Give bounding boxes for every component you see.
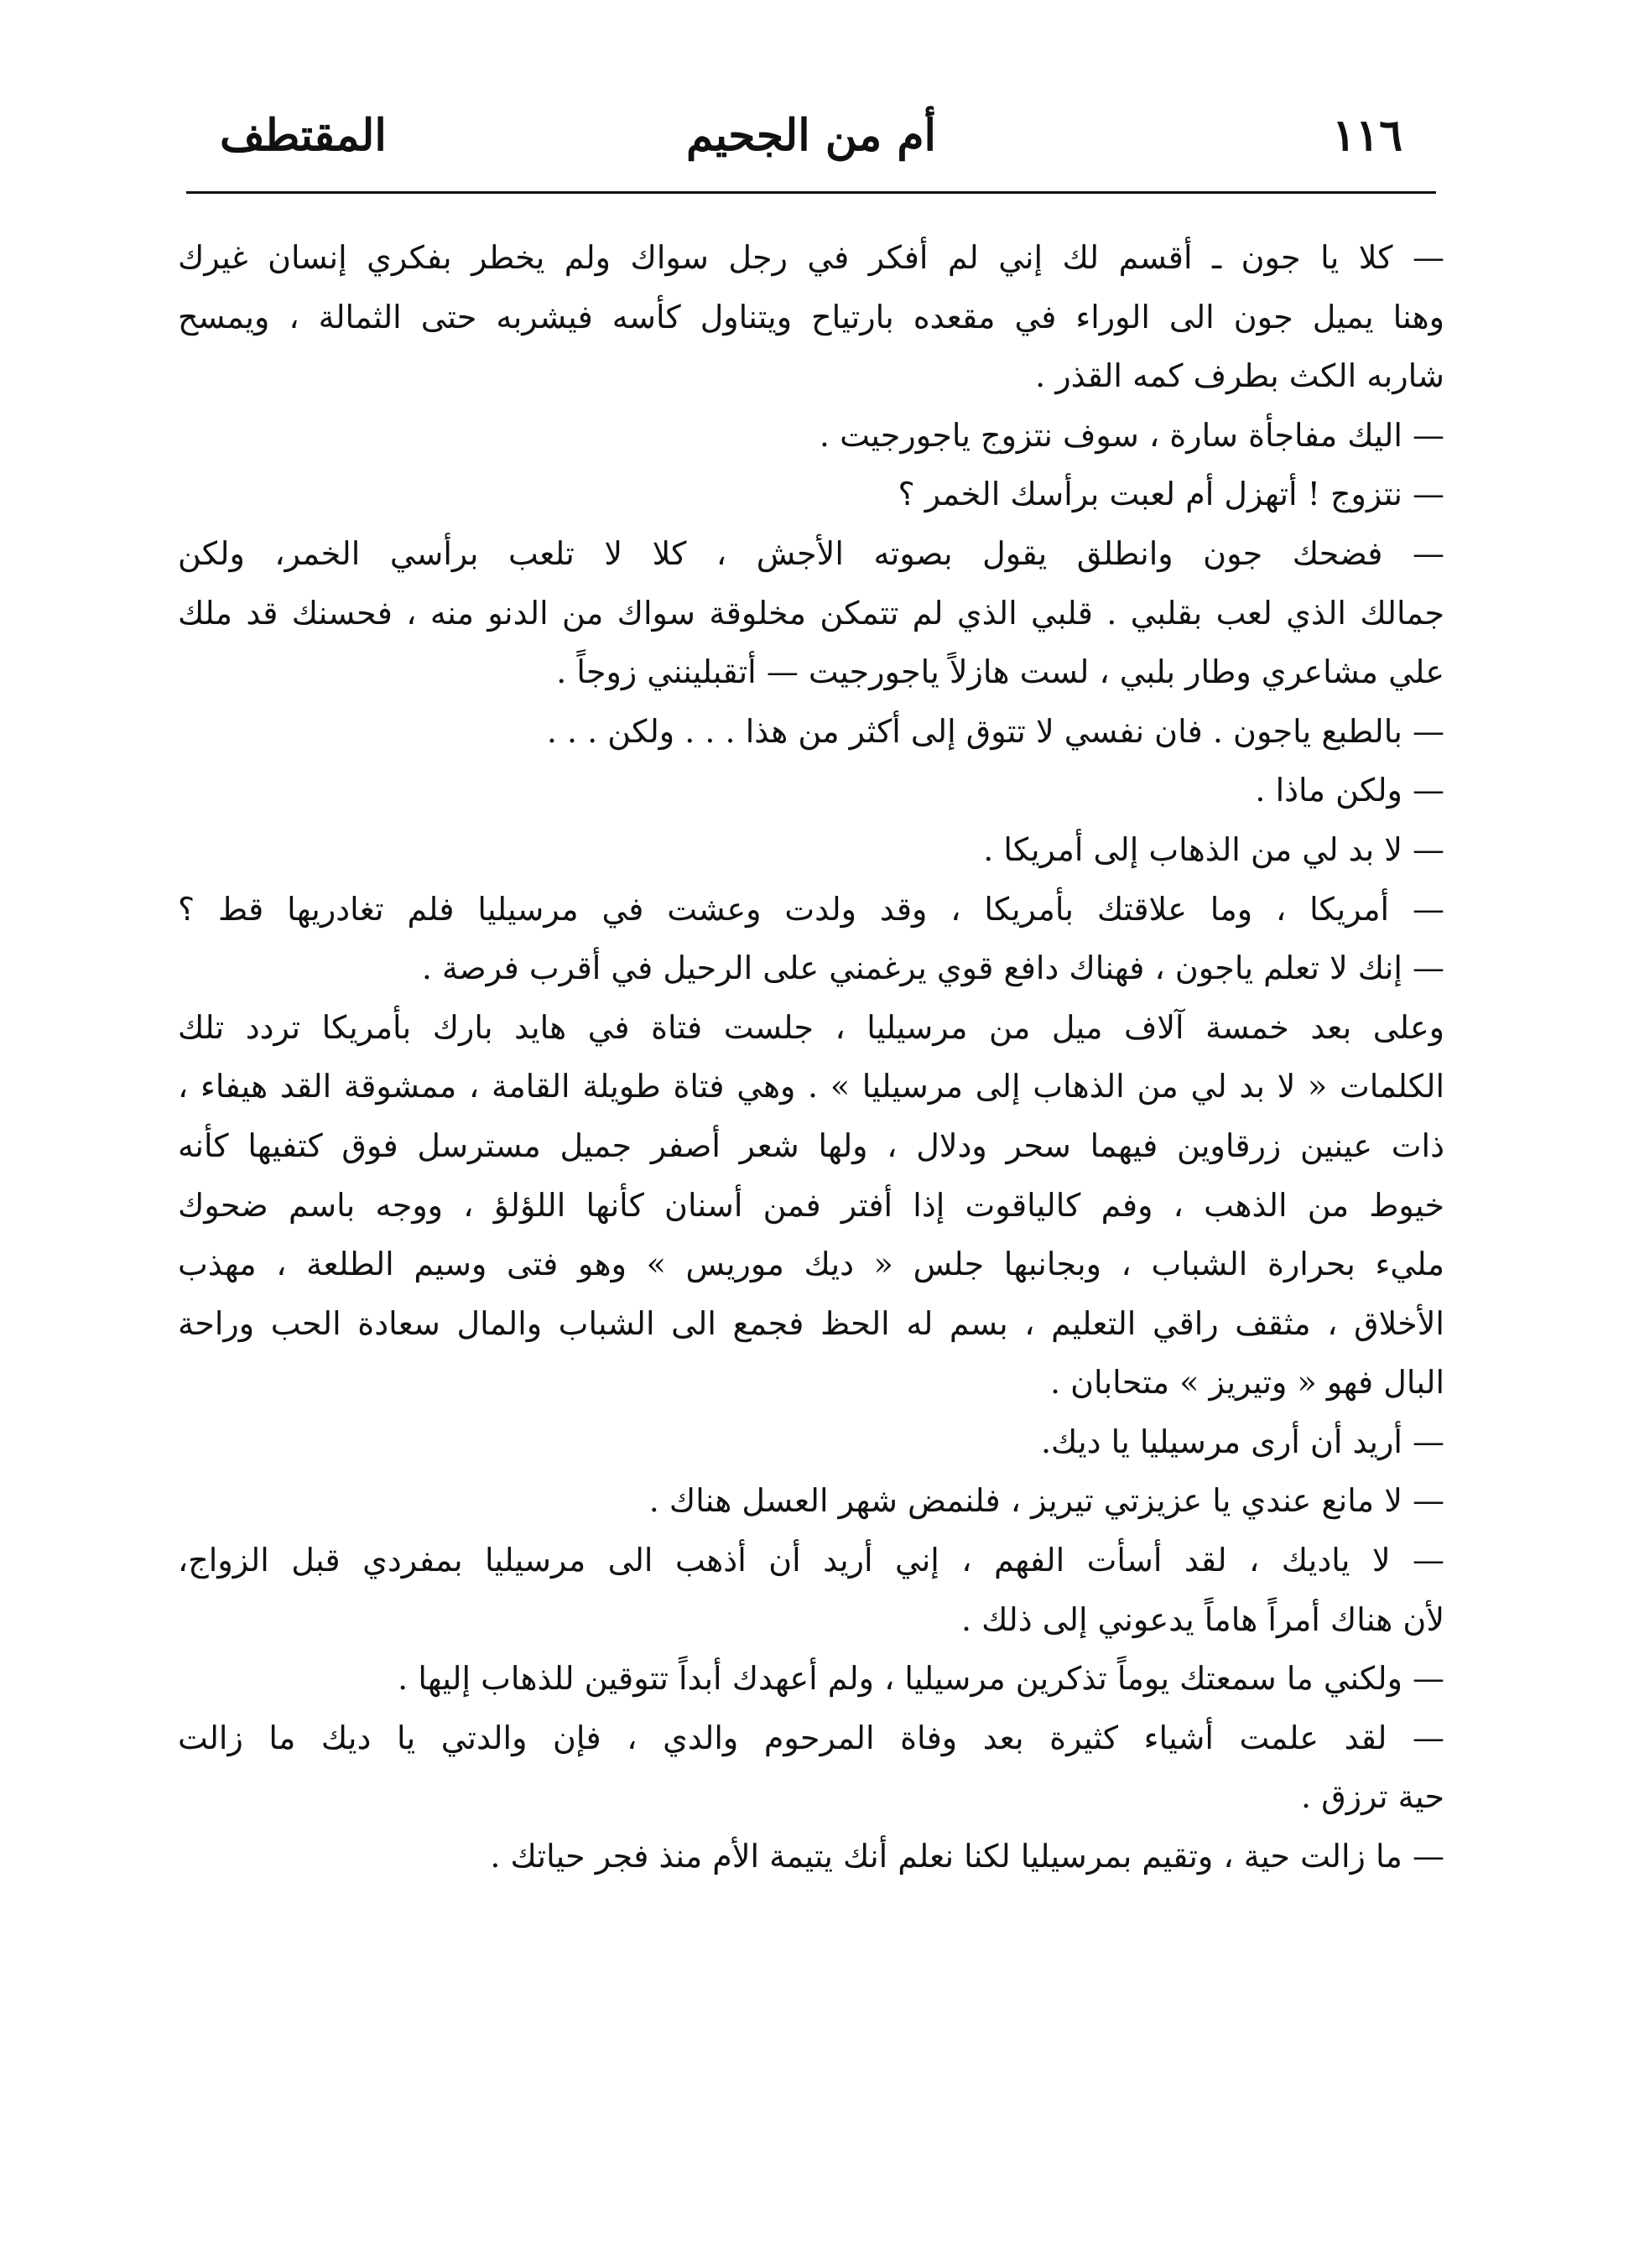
text-line: ذات عينين زرقاوين فيهما سحر ودلال ، ولها شعر أصفر جميل مسترسل فوق كتفيها كأنه (178, 1126, 1444, 1164)
text-line: وهنا يميل جون الى الوراء في مقعده بارتياح ويتناول كأسه فيشربه حتى الثمالة ، ويمسح (178, 298, 1445, 336)
text-line: الأخلاق ، مثقف راقي التعليم ، بسم له الحظ فجمع الى الشباب والمال سعادة الحب وراحة (178, 1304, 1444, 1342)
page-header (195, 109, 1428, 176)
text-line: الكلمات « لا بد لي من الذهاب إلى مرسيليا » . وهي فتاة طويلة القامة ، ممشوقة القد هيفاء ، (178, 1068, 1444, 1105)
text-line: البال فهو « وتيريز » متحابان . (1049, 1364, 1444, 1402)
journal-name: المقتطف (220, 110, 387, 161)
text-line: لأن هناك أمراً هاماً يدعوني إلى ذلك . (960, 1600, 1444, 1638)
text-line: حية ترزق . (1301, 1778, 1444, 1816)
text-line: — ما زالت حية ، وتقيم بمرسيليا لكنا نعلم أنك يتيمة الأم منذ فجر حياتك . (490, 1838, 1444, 1875)
running-title: أم من الجحيم (685, 110, 937, 161)
body-text (178, 228, 1444, 1886)
text-line: وعلى بعد خمسة آلاف ميل من مرسيليا ، جلست فتاة في هايد بارك بأمريكا تردد تلك (178, 1008, 1444, 1046)
page-number: ١١٦ (1332, 110, 1402, 161)
header-rule (186, 191, 1436, 194)
text-line: — اليك مفاجأة سارة ، سوف نتزوج ياجورجيت . (819, 416, 1444, 454)
text-line: مليء بحرارة الشباب ، وبجانبها جلس « ديك موريس » وهو فتى وسيم الطلعة ، مهذب (178, 1246, 1444, 1283)
text-line: — ولكني ما سمعتك يوماً تذكرين مرسيليا ، ولم أعهدك أبداً تتوقين للذهاب إليها . (398, 1660, 1444, 1698)
text-line: علي مشاعري وطار بلبي ، لست هازلاً ياجورجيت — أتقبلينني زوجاً . (556, 653, 1444, 691)
text-line: — كلا يا جون ـ أقسم لك إني لم أفكر في رجل سواك ولم يخطر بفكري إنسان غيرك (178, 239, 1444, 276)
text-line: — لا بد لي من الذهاب إلى أمريكا . (983, 830, 1444, 868)
text-line: — فضحك جون وانطلق يقول بصوته الأجش ، كلا لا تلعب برأسي الخمر، ولكن (178, 534, 1444, 572)
text-line: — لقد علمت أشياء كثيرة بعد وفاة المرحوم والدي ، فإن والدتي يا ديك ما زالت (178, 1719, 1444, 1756)
text-line: — ولكن ماذا . (1255, 772, 1444, 809)
text-line: — نتزوج ! أتهزل أم لعبت برأسك الخمر ؟ (898, 476, 1444, 513)
text-line: — أمريكا ، وما علاقتك بأمريكا ، وقد ولدت وعشت في مرسيليا فلم تغادريها قط ؟ (178, 890, 1444, 928)
text-line: — لا مانع عندي يا عزيزتي تيريز ، فلنمض شهر العسل هناك . (648, 1482, 1444, 1520)
text-line: — أريد أن أرى مرسيليا يا ديك. (1040, 1423, 1444, 1460)
text-line: خيوط من الذهب ، وفم كالياقوت إذا أفتر فمن أسنان كأنها اللؤلؤ ، ووجه باسم ضحوك (178, 1186, 1445, 1224)
text-line: — لا ياديك ، لقد أسأت الفهم ، إني أريد أن أذهب الى مرسيليا بمفردي قبل الزواج، (178, 1542, 1444, 1579)
text-line: جمالك الذي لعب بقلبي . قلبي الذي لم تتمكن مخلوقة سواك من الدنو منه ، فحسنك قد ملك (178, 594, 1444, 632)
text-line: — إنك لا تعلم ياجون ، فهناك دافع قوي يرغمني على الرحيل في أقرب فرصة . (421, 949, 1444, 987)
text-line: شاربه الكث بطرف كمه القذر . (1035, 357, 1444, 395)
text-line: — بالطبع ياجون . فان نفسي لا تتوق إلى أكثر من هذا . . . ولكن . . . (546, 712, 1444, 750)
